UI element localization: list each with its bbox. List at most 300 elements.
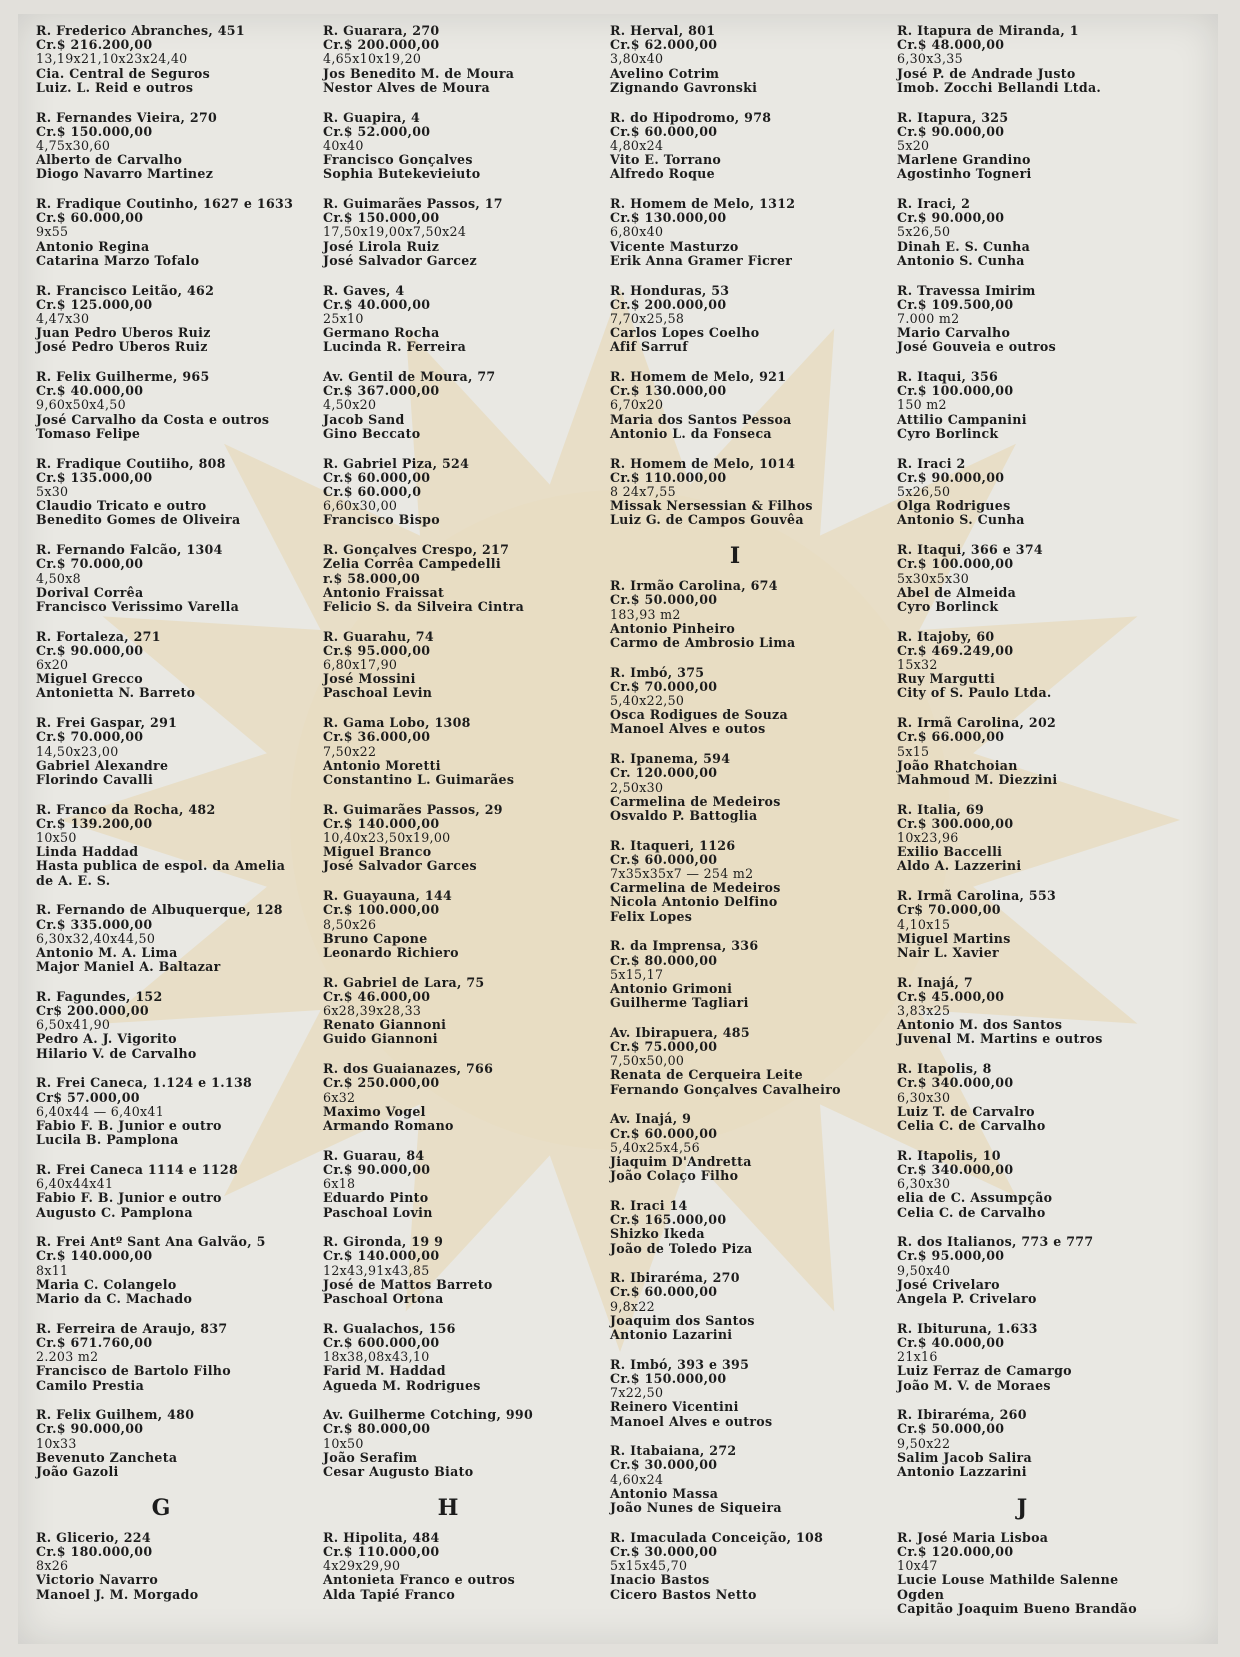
property-listing — [323, 803, 605, 874]
listing-line-party: Miguel Grecco — [36, 671, 143, 687]
listing-line-dims: 9,50x22 — [897, 1435, 951, 1451]
listing-line-street: R. Italia, 69 — [897, 801, 985, 817]
listing-line-party: Celia C. de Carvalho — [897, 1118, 1046, 1133]
listing-line-street: R. Itapura de Miranda, 1 — [897, 23, 1079, 38]
listing-line-party: João Gazoli — [36, 1464, 119, 1480]
listing-line-party: Paschoal Levin — [323, 685, 433, 701]
listing-line-party: Fabio F. B. Junior e outro — [36, 1190, 222, 1206]
listing-line-dims: 7,70x25,58 — [610, 310, 685, 326]
listing-line-street: R. Irmã Carolina, 202 — [897, 715, 1057, 731]
listing-line-party: Florindo Cavalli — [36, 771, 154, 787]
listing-line-street: R. Iraci 14 — [610, 1197, 688, 1213]
listing-line-street: R. Irmão Carolina, 674 — [610, 578, 778, 594]
property-listing — [36, 803, 318, 888]
property-listing — [610, 939, 892, 1010]
listing-line-street: R. Iraci, 2 — [897, 196, 971, 212]
property-listing — [36, 1076, 318, 1147]
listing-line-dims: 6,60x30,00 — [323, 498, 398, 514]
listing-line-party: Nicola Antonio Delfino — [610, 894, 778, 910]
listing-line-dims: 150 m2 — [897, 397, 947, 413]
listing-line-dims: 5x15,17 — [610, 966, 664, 982]
property-listing — [323, 1235, 605, 1306]
listing-line-party: Camilo Prestia — [36, 1377, 145, 1393]
listing-line-street: R. Felix Guilhem, 480 — [36, 1407, 195, 1423]
listing-line-party: Dinah E. S. Cunha — [897, 238, 1031, 254]
listing-line-price: Cr.$ 70.000,00 — [36, 556, 144, 572]
listing-line-price: Cr.$ 70.000,00 — [36, 729, 144, 745]
listing-line-price: Cr.$ 165.000,00 — [610, 1212, 727, 1228]
listing-line-street: Av. Ibirapuera, 485 — [610, 1024, 750, 1040]
listing-line-price: Cr.$ 60.000,00 — [610, 851, 718, 867]
listing-line-party: Bruno Capone — [323, 930, 428, 946]
property-listing — [323, 284, 605, 355]
listing-line-price: Cr.$ 48.000,00 — [897, 37, 1005, 53]
listing-line-party: Antonio S. Cunha — [897, 512, 1025, 528]
listing-line-price: Cr.$ 60.000,00 — [610, 1284, 718, 1300]
listing-line-dims: 7x22,50 — [610, 1385, 664, 1401]
listing-line-street: R. Itapura, 325 — [897, 109, 1009, 125]
listing-line-party: Hasta publica de espol. da Amelia — [36, 858, 286, 874]
property-listing — [36, 1531, 318, 1602]
listing-line-dims: 10x33 — [36, 1435, 77, 1451]
listing-line-party: Vicente Masturzo — [610, 238, 739, 254]
listing-line-party: Exilio Baccelli — [897, 844, 1003, 860]
listing-line-price: Cr.$ 150.000,00 — [323, 210, 440, 226]
listing-line-party: Victorio Navarro — [36, 1572, 159, 1588]
listing-line-party: Afif Sarruf — [610, 339, 688, 355]
listing-line-party: Imob. Zocchi Bellandi Ltda. — [897, 79, 1102, 95]
listing-line-dims: 4,65x10x19,20 — [323, 51, 422, 67]
listing-line-street: R. Gabriel de Lara, 75 — [323, 974, 485, 990]
listing-line-party: Manoel J. M. Morgado — [36, 1586, 199, 1602]
property-listing — [323, 976, 605, 1047]
listing-line-dims: 9,8x22 — [610, 1298, 655, 1314]
property-listing — [897, 1322, 1179, 1393]
listing-line-party: Inacio Bastos — [610, 1572, 710, 1588]
listing-line-price: Cr.$ 40.000,00 — [36, 383, 144, 399]
listing-line-street: Av. Inajá, 9 — [610, 1111, 692, 1127]
listing-line-party: Jacob Sand — [323, 411, 405, 427]
listing-line-street: R. Imbó, 393 e 395 — [610, 1356, 750, 1372]
listing-line-party: Agueda M. Rodrigues — [323, 1377, 481, 1393]
listing-line-party: Cyro Borlinck — [897, 425, 999, 441]
property-listing — [323, 1149, 605, 1220]
listing-line-party: Antonio M. A. Lima — [36, 944, 178, 960]
listing-line-party: José P. de Andrade Justo — [897, 65, 1076, 81]
listing-line-party: elia de C. Assumpção — [897, 1190, 1053, 1206]
listing-line-party: João M. V. de Moraes — [897, 1377, 1051, 1393]
listing-line-dims: 10x50 — [323, 1435, 364, 1451]
listing-line-party: Agostinho Togneri — [897, 166, 1032, 182]
listing-line-dims: 7x35x35x7 — 254 m2 — [610, 866, 754, 882]
listing-line-party: Gino Beccato — [323, 425, 421, 441]
listing-line-dims: 5x30 — [36, 483, 69, 499]
listing-line-street: R. dos Guaianazes, 766 — [323, 1061, 494, 1077]
listing-line-party: Lucila B. Pamplona — [36, 1132, 179, 1148]
listing-line-street: R. Frederico Abranches, 451 — [36, 23, 245, 38]
property-listing — [897, 543, 1179, 614]
listing-line-street: R. Ibiraréma, 260 — [897, 1407, 1027, 1423]
property-listing — [36, 24, 318, 95]
listing-line-party: Alfredo Roque — [610, 166, 715, 182]
listing-line-dims: 4,47x30 — [36, 310, 90, 326]
listing-line-street: R. Ferreira de Araujo, 837 — [36, 1320, 228, 1336]
listing-line-dims: 4x29x29,90 — [323, 1558, 401, 1574]
listing-line-party: Constantino L. Guimarães — [323, 771, 515, 787]
property-listing — [36, 1235, 318, 1306]
listing-line-party: José Gouveia e outros — [897, 339, 1057, 355]
listing-line-street: R. Guimarães Passos, 17 — [323, 196, 503, 212]
listing-line-party: Vito E. Torrano — [610, 152, 722, 168]
listing-line-price: Cr.$ 100.000,00 — [897, 556, 1014, 572]
listing-line-price: Cr.$ 80.000,00 — [323, 1421, 431, 1437]
listing-line-party: Joaquim dos Santos — [610, 1312, 755, 1328]
listing-line-party: Aldo A. Lazzerini — [897, 858, 1022, 874]
listing-line-price: Cr.$ 90.000,00 — [897, 123, 1005, 139]
listing-line-price: Cr$ 70.000,00 — [897, 902, 1001, 918]
property-listing — [36, 457, 318, 528]
listing-line-party: Miguel Martins — [897, 930, 1011, 946]
listing-line-price: Cr.$ 90.000,00 — [897, 469, 1005, 485]
listing-line-party: João Colaço Filho — [610, 1168, 739, 1184]
column-1 — [36, 24, 326, 1639]
property-listing — [36, 1322, 318, 1393]
listing-line-party: Miguel Branco — [323, 844, 432, 860]
listing-line-street: R. Fagundes, 152 — [36, 988, 163, 1004]
listing-line-party: Major Maniel A. Baltazar — [36, 959, 221, 975]
listing-line-party: Shizko Ikeda — [610, 1226, 705, 1242]
listing-line-street: R. Ipanema, 594 — [610, 751, 731, 767]
listing-line-party: Missak Nersessian & Filhos — [610, 498, 813, 514]
listing-line-party: Fabio F. B. Junior e outro — [36, 1118, 222, 1133]
property-listing — [610, 1358, 892, 1429]
listing-columns — [36, 24, 1216, 1639]
property-listing — [323, 630, 605, 701]
listing-line-dims: 18x38,08x43,10 — [323, 1349, 430, 1365]
listing-line-party: Felicio S. da Silveira Cintra — [323, 598, 525, 614]
listing-line-price: Cr.$ 62.000,00 — [610, 37, 718, 53]
listing-line-dims: 4,10x15 — [897, 916, 951, 932]
listing-line-party: Guido Giannoni — [323, 1031, 438, 1047]
listing-line-dims: 6,40x44 — 6,40x41 — [36, 1103, 165, 1119]
listing-line-party: Manoel Alves e outros — [610, 1413, 773, 1429]
listing-line-street: R. Guapira, 4 — [323, 109, 421, 125]
listing-line-price: Cr.$ 45.000,00 — [897, 988, 1005, 1004]
property-listing — [897, 111, 1179, 182]
property-listing — [897, 630, 1179, 701]
listing-line-party: Osvaldo P. Battoglia — [610, 807, 758, 823]
property-listing — [610, 284, 892, 355]
property-listing — [36, 370, 318, 441]
listing-line-party: José Lirola Ruiz — [323, 238, 440, 254]
property-listing — [897, 457, 1179, 528]
column-2 — [323, 24, 613, 1639]
listing-line-party: Lucinda R. Ferreira — [323, 339, 467, 355]
listing-line-party: Cicero Bastos Netto — [610, 1586, 757, 1602]
listing-line-party: Farid M. Haddad — [323, 1363, 446, 1379]
listing-line-party: Dorival Corrêa — [36, 584, 144, 600]
listing-line-party: Felix Lopes — [610, 908, 693, 924]
listing-line-party: Abel de Almeida — [897, 584, 1017, 600]
listing-line-street: R. Guarau, 84 — [323, 1147, 425, 1163]
listing-line-price: Cr.$ 80.000,00 — [610, 952, 718, 968]
listing-line-price: Cr.$ 46.000,00 — [323, 988, 431, 1004]
listing-line-street: R. Hipolita, 484 — [323, 1529, 440, 1545]
listing-line-party: Avelino Cotrim — [610, 65, 720, 81]
listing-line-price: Cr.$ 100.000,00 — [897, 383, 1014, 399]
listing-line-street: R. Itabaiana, 272 — [610, 1443, 737, 1459]
listing-line-street: R. Ibituruna, 1.633 — [897, 1320, 1038, 1336]
listing-line-party: City of S. Paulo Ltda. — [897, 685, 1052, 701]
listing-line-price: Cr.$ 70.000,00 — [610, 678, 718, 694]
listing-line-price: Cr.$ 90.000,00 — [36, 1421, 144, 1437]
listing-line-street: R. Homem de Melo, 1312 — [610, 196, 796, 212]
listing-line-street: R. Irmã Carolina, 553 — [897, 888, 1057, 904]
listing-line-street: R. da Imprensa, 336 — [610, 938, 759, 954]
listing-line-price: Cr.$ 150.000,00 — [610, 1370, 727, 1386]
listing-line-party: Pedro A. J. Vigorito — [36, 1031, 177, 1047]
listing-line-price: Cr.$ 140.000,00 — [323, 815, 440, 831]
listing-line-dims: 6,80x40 — [610, 224, 664, 240]
listing-line-dims: 5x30x5x30 — [897, 570, 970, 586]
listing-line-street: R. Gironda, 19 9 — [323, 1234, 444, 1250]
section-letter: J — [1016, 1494, 1028, 1521]
listing-line-price: Cr.$ 60.000,00 — [323, 469, 431, 485]
property-listing — [323, 370, 605, 441]
listing-line-party: Paschoal Lovin — [323, 1204, 433, 1220]
listing-line-street: R. Ibiraréma, 270 — [610, 1270, 740, 1286]
listing-line-party: Leonardo Richiero — [323, 944, 459, 960]
listing-line-party: Antonio Moretti — [323, 757, 441, 773]
property-listing — [323, 1531, 605, 1602]
listing-line-party: Osca Rodigues de Souza — [610, 707, 788, 723]
property-listing — [610, 579, 892, 650]
listing-line-party: Augusto C. Pamplona — [36, 1204, 193, 1220]
listing-line-party: José Mossini — [323, 671, 416, 687]
property-listing — [323, 543, 605, 614]
listing-line-dims: 6x20 — [36, 657, 69, 673]
listing-line-party: Luiz T. de Carvalro — [897, 1103, 1035, 1119]
listing-line-price: Cr.$ 110.000,00 — [323, 1543, 440, 1559]
listing-line-dims: 7,50x50,00 — [610, 1053, 685, 1069]
listing-line-price: Cr.$ 100.000,00 — [323, 902, 440, 918]
property-listing — [897, 1408, 1179, 1479]
listing-line-party: Cesar Augusto Biato — [323, 1464, 474, 1480]
listing-line-dims: 13,19x21,10x23x24,40 — [36, 51, 188, 67]
property-listing — [897, 1062, 1179, 1133]
listing-line-dims: 25x10 — [323, 310, 364, 326]
listing-line-party: Erik Anna Gramer Ficrer — [610, 252, 793, 268]
listing-line-street: R. Gaves, 4 — [323, 282, 405, 298]
listing-line-dims: 6,30x3,35 — [897, 51, 963, 67]
listing-line-street: R. Iraci 2 — [897, 455, 966, 471]
property-listing — [610, 1112, 892, 1183]
listing-line-party: Bevenuto Zancheta — [36, 1449, 178, 1465]
listing-line-dims: 6,40x44x41 — [36, 1176, 114, 1192]
listing-line-street: R. Gonçalves Crespo, 217 — [323, 542, 510, 558]
listing-line-party: Attilio Campanini — [897, 411, 1027, 427]
listing-line-dims: 5,40x22,50 — [610, 693, 685, 709]
listing-line-party: Juvenal M. Martins e outros — [897, 1031, 1103, 1047]
property-listing — [897, 716, 1179, 787]
property-listing — [36, 716, 318, 787]
property-listing — [323, 24, 605, 95]
listing-line-dims: 4,60x24 — [610, 1471, 664, 1487]
listing-line-party: José Crivelaro — [897, 1276, 1000, 1292]
listing-line-party: Guilherme Tagliari — [610, 995, 749, 1011]
property-listing — [610, 1444, 892, 1515]
listing-line-party: Diogo Navarro Martinez — [36, 166, 214, 182]
listing-line-dims: 8 24x7,55 — [610, 483, 676, 499]
property-listing — [36, 990, 318, 1061]
listing-line-party: Renata de Cerqueira Leite — [610, 1067, 803, 1083]
listing-line-dims: 8,50x26 — [323, 916, 377, 932]
listing-line-dims: 6x18 — [323, 1176, 356, 1192]
listing-line-party: Francisco Gonçalves — [323, 152, 473, 168]
listing-line-price: Cr$ 200.000,00 — [36, 1003, 149, 1019]
property-listing — [897, 197, 1179, 268]
listing-line-dims: 9,60x50x4,50 — [36, 397, 126, 413]
listing-line-dims: 7.000 m2 — [897, 310, 960, 326]
listing-line-street: R. Homem de Melo, 1014 — [610, 455, 796, 471]
listing-line-party: Angela P. Crivelaro — [897, 1291, 1037, 1307]
listing-line-dims: 4,75x30,60 — [36, 137, 111, 153]
listing-line-party: Reinero Vicentini — [610, 1399, 739, 1415]
listing-line-price: Cr.$ 40.000,00 — [897, 1334, 1005, 1350]
listing-line-party: Maximo Vogel — [323, 1103, 426, 1119]
listing-line-party: João Nunes de Siqueira — [610, 1500, 782, 1516]
listing-line-price: Cr.$ 30.000,00 — [610, 1457, 718, 1473]
property-listing — [897, 370, 1179, 441]
listing-line-price: Cr.$ 200.000,00 — [610, 296, 727, 312]
property-listing — [323, 716, 605, 787]
listing-line-street: R. Guimarães Passos, 29 — [323, 801, 503, 817]
listing-line-party: Fernando Gonçalves Cavalheiro — [610, 1081, 841, 1097]
listing-line-party: Celia C. de Carvalho — [897, 1204, 1046, 1220]
listing-line-dims: 9,50x40 — [897, 1262, 951, 1278]
listing-line-price: Cr.$ 367.000,00 — [323, 383, 440, 399]
listing-line-party: Linda Haddad — [36, 844, 139, 860]
listing-line-party: Gabriel Alexandre — [36, 757, 169, 773]
listing-line-price: Cr.$ 95.000,00 — [323, 642, 431, 658]
property-listing — [323, 1408, 605, 1479]
listing-line-dims: 2.203 m2 — [36, 1349, 99, 1365]
property-listing — [323, 1062, 605, 1133]
listing-line-party: Nair L. Xavier — [897, 944, 999, 960]
listing-line-party: João de Toledo Piza — [610, 1240, 753, 1256]
property-listing — [36, 903, 318, 974]
listing-line-price: Cr.$ 90.000,00 — [36, 642, 144, 658]
listing-line-dims: 9x55 — [36, 224, 69, 240]
listing-line-street: R. Itapolis, 10 — [897, 1147, 1001, 1163]
property-listing — [610, 1199, 892, 1256]
listing-line-dims: 17,50x19,00x7,50x24 — [323, 224, 467, 240]
column-3 — [610, 24, 900, 1639]
listing-line-street: R. Inajá, 7 — [897, 974, 973, 990]
property-listing — [610, 1271, 892, 1342]
listing-line-party: José Salvador Garcez — [323, 252, 477, 268]
listing-line-street: R. Gualachos, 156 — [323, 1320, 456, 1336]
listing-line-party: João Rhatchoian — [897, 757, 1018, 773]
listing-line-dims: 10x23,96 — [897, 830, 959, 846]
listing-line-dims: 10x47 — [897, 1558, 938, 1574]
listing-line-party: Marlene Grandino — [897, 152, 1031, 168]
listing-line-street: R. Fradique Coutinho, 1627 e 1633 — [36, 196, 294, 212]
listing-line-price: Cr.$ 600.000,00 — [323, 1334, 440, 1350]
listing-line-street: R. Itaqui, 366 e 374 — [897, 542, 1043, 558]
listing-line-party: Luiz G. de Campos Gouvêa — [610, 512, 804, 528]
listing-line-party: Lucie Louse Mathilde Salenne — [897, 1572, 1119, 1588]
listing-line-party: Mario da C. Machado — [36, 1291, 193, 1307]
listing-line-street: R. Itapolis, 8 — [897, 1061, 992, 1077]
listing-line-dims: 5,40x25x4,56 — [610, 1139, 700, 1155]
property-listing — [323, 197, 605, 268]
listing-line-party: Antonio S. Cunha — [897, 252, 1025, 268]
listing-line-party: Olga Rodrigues — [897, 498, 1011, 514]
listing-line-dims: 21x16 — [897, 1349, 938, 1365]
listing-line-price: Cr.$ 140.000,00 — [36, 1248, 153, 1264]
listing-line-party: Francisco Bispo — [323, 512, 440, 528]
property-listing — [897, 803, 1179, 874]
listing-line-street: R. Frei Caneca 1114 e 1128 — [36, 1161, 239, 1177]
listing-line-party: José Pedro Uberos Ruiz — [36, 339, 208, 355]
listing-line-street: R. Fernando Falcão, 1304 — [36, 542, 223, 558]
listing-line-price: Cr.$ 340.000,00 — [897, 1161, 1014, 1177]
property-listing — [610, 839, 892, 924]
listing-line-party: Cia. Central de Seguros — [36, 65, 211, 81]
property-listing — [36, 111, 318, 182]
section-letter: G — [151, 1494, 171, 1521]
property-listing — [610, 666, 892, 737]
listing-line-street: R. Travessa Imirim — [897, 282, 1036, 298]
listing-line-price: Cr.$ 139.200,00 — [36, 815, 153, 831]
listing-line-party: Antonio Lazzarini — [897, 1464, 1027, 1480]
listing-line-dims: 3,83x25 — [897, 1003, 951, 1019]
listing-line-party: Carmelina de Medeiros — [610, 793, 781, 809]
listing-line-party: Zelia Corrêa Campedelli — [323, 556, 501, 572]
listing-line-price: Cr.$ 200.000,00 — [323, 37, 440, 53]
listing-line-street: R. Homem de Melo, 921 — [610, 369, 787, 385]
listing-line-street: R. Itaqueri, 1126 — [610, 837, 736, 853]
listing-line-party: José de Mattos Barreto — [323, 1276, 493, 1292]
listing-line-party: Maria C. Colangelo — [36, 1276, 177, 1292]
listing-line-dims: 10,40x23,50x19,00 — [323, 830, 451, 846]
listing-line-party: Ruy Margutti — [897, 671, 996, 687]
property-listing — [897, 1235, 1179, 1306]
listing-line-price: Cr.$ 671.760,00 — [36, 1334, 153, 1350]
property-listing — [323, 457, 605, 528]
property-listing — [36, 197, 318, 268]
property-listing — [36, 1163, 318, 1220]
property-listing — [610, 370, 892, 441]
property-listing — [610, 197, 892, 268]
listing-line-street: R. Frei Gaspar, 291 — [36, 715, 178, 731]
listing-line-price: Cr$ 57.000,00 — [36, 1089, 140, 1105]
listing-line-party: Eduardo Pinto — [323, 1190, 429, 1206]
listing-line-price: Cr.$ 340.000,00 — [897, 1075, 1014, 1091]
listing-line-price: Cr.$ 109.500,00 — [897, 296, 1014, 312]
listing-line-party: Germano Rocha — [323, 325, 440, 341]
listing-line-party: Carmo de Ambrosio Lima — [610, 634, 796, 650]
listing-line-dims: 6,30x32,40x44,50 — [36, 930, 156, 946]
listing-line-party: José Carvalho da Costa e outros — [36, 411, 270, 427]
listing-line-party: Capitão Joaquim Bueno Brandão — [897, 1600, 1137, 1616]
listing-line-street: R. Fortaleza, 271 — [36, 628, 161, 644]
listing-line-party: Antonio Grimoni — [610, 980, 733, 996]
listing-line-dims: 7,50x22 — [323, 743, 377, 759]
listing-line-street: R. Frei Antº Sant Ana Galvão, 5 — [36, 1234, 266, 1250]
listing-line-street: R. Herval, 801 — [610, 23, 716, 38]
